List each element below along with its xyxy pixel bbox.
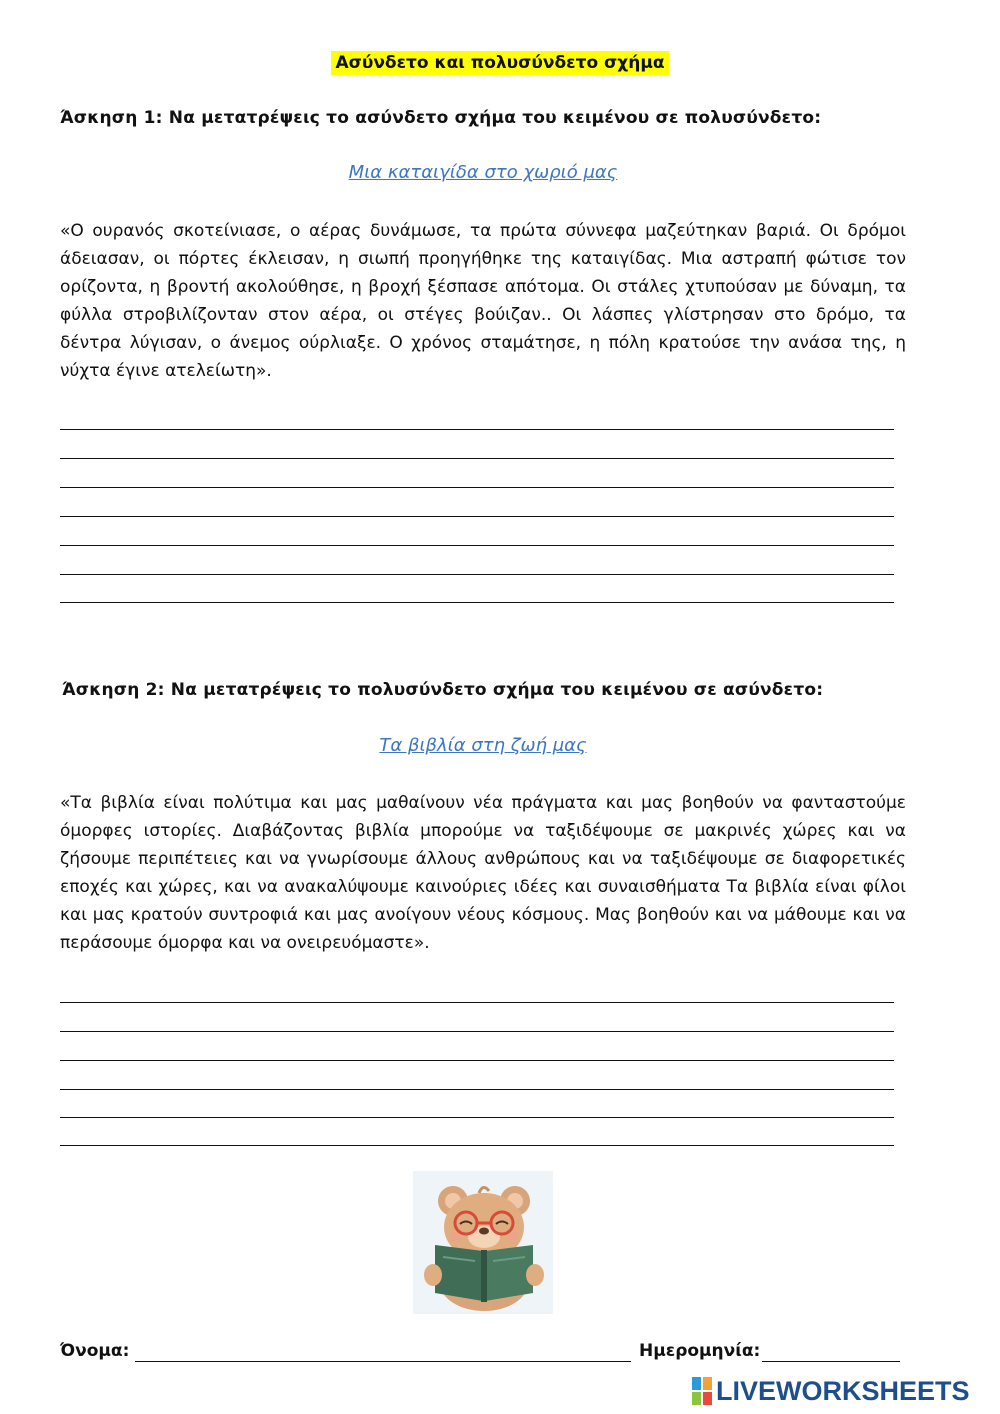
liveworksheets-wordmark: LIVEWORKSHEETS <box>716 1375 970 1406</box>
exercise-1-subtitle: Μια καταιγίδα στο χωριό μας <box>348 162 618 183</box>
exercise-2-instruction: Άσκηση 2: Να μετατρέψεις το πολυσύνδετο σχήμα του κειμένου σε ασύνδετο: <box>62 680 824 700</box>
answer-line[interactable] <box>60 487 894 488</box>
answer-line[interactable] <box>60 574 894 575</box>
bear-reading-icon <box>413 1171 553 1314</box>
exercise-1-instruction: Άσκηση 1: Να μετατρέψεις το ασύνδετο σχήμα του κειμένου σε πολυσύνδετο: <box>60 108 822 128</box>
answer-line[interactable] <box>60 458 894 459</box>
exercise-2-text: «Τα βιβλία είναι πολύτιμα και μας μαθαίνουν νέα πράγματα και μας βοηθούν να φανταστούμε όμορφες ιστορίες. Διαβάζοντας βιβλία μπορούμε να ταξιδέψουμε σε μακρινές χώρες και να ζήσουμε περιπέτειες και να γνωρίσουμε άλλους ανθρώπους και να ταξιδέψουμε σε διαφορετικές εποχές και χώρες, και να ανακαλύψουμε καινούριες ιδέες και συναισθήματα Τα βιβλία είναι φίλοι και μας κρατούν συντροφιά και μας ανοίγουν νέους κόσμους. Μας βοηθούν και να μάθουμε και να περάσουμε όμορφα και να ονειρευόμαστε». <box>60 793 906 953</box>
exercise-2-subtitle: Τα βιβλία στη ζωή μας <box>379 735 587 756</box>
name-field-line[interactable] <box>135 1361 631 1362</box>
answer-line[interactable] <box>60 429 894 430</box>
answer-line[interactable] <box>60 1060 894 1061</box>
answer-line[interactable] <box>60 1089 894 1090</box>
answer-line[interactable] <box>60 1031 894 1032</box>
bear-reading-illustration <box>413 1171 553 1314</box>
exercise-1-text: «Ο ουρανός σκοτείνιασε, ο αέρας δυνάμωσε, τα πρώτα σύννεφα μαζεύτηκαν βαριά. Οι δρόμοι άδειασαν, οι πόρτες έκλεισαν, η σιωπή προηγήθηκε της καταιγίδας. Μια αστραπή φώτισε τον ορίζοντα, η βροντή ακολούθησε, η βροχή ξέσπασε απότομα. Οι στάλες χτυπούσαν με δύναμη, τα φύλλα στροβιλίζονταν στον αέρα, οι στέγες βούιζαν.. Οι λάσπες γλίστρησαν στο δρόμο, τα δέντρα λύγισαν, ο άνεμος ούρλιαξε. Ο χρόνος σταμάτησε, η πόλη κρατούσε την ανάσα της, η νύχτα έγινε ατελείωτη». <box>60 221 906 381</box>
answer-line[interactable] <box>60 516 894 517</box>
date-field-line[interactable] <box>762 1361 900 1362</box>
answer-line[interactable] <box>60 1145 894 1146</box>
date-label: Ημερομηνία: <box>639 1341 761 1361</box>
answer-line[interactable] <box>60 545 894 546</box>
worksheet-title-text: Ασύνδετο και πολυσύνδετο σχήμα <box>331 51 668 75</box>
answer-line[interactable] <box>60 1002 894 1003</box>
name-label: Όνομα: <box>60 1341 130 1361</box>
answer-line[interactable] <box>60 1117 894 1118</box>
liveworksheets-logo <box>692 1376 970 1406</box>
liveworksheets-mark-icon <box>692 1377 712 1405</box>
worksheet-title <box>0 50 1000 76</box>
answer-line[interactable] <box>60 602 894 603</box>
